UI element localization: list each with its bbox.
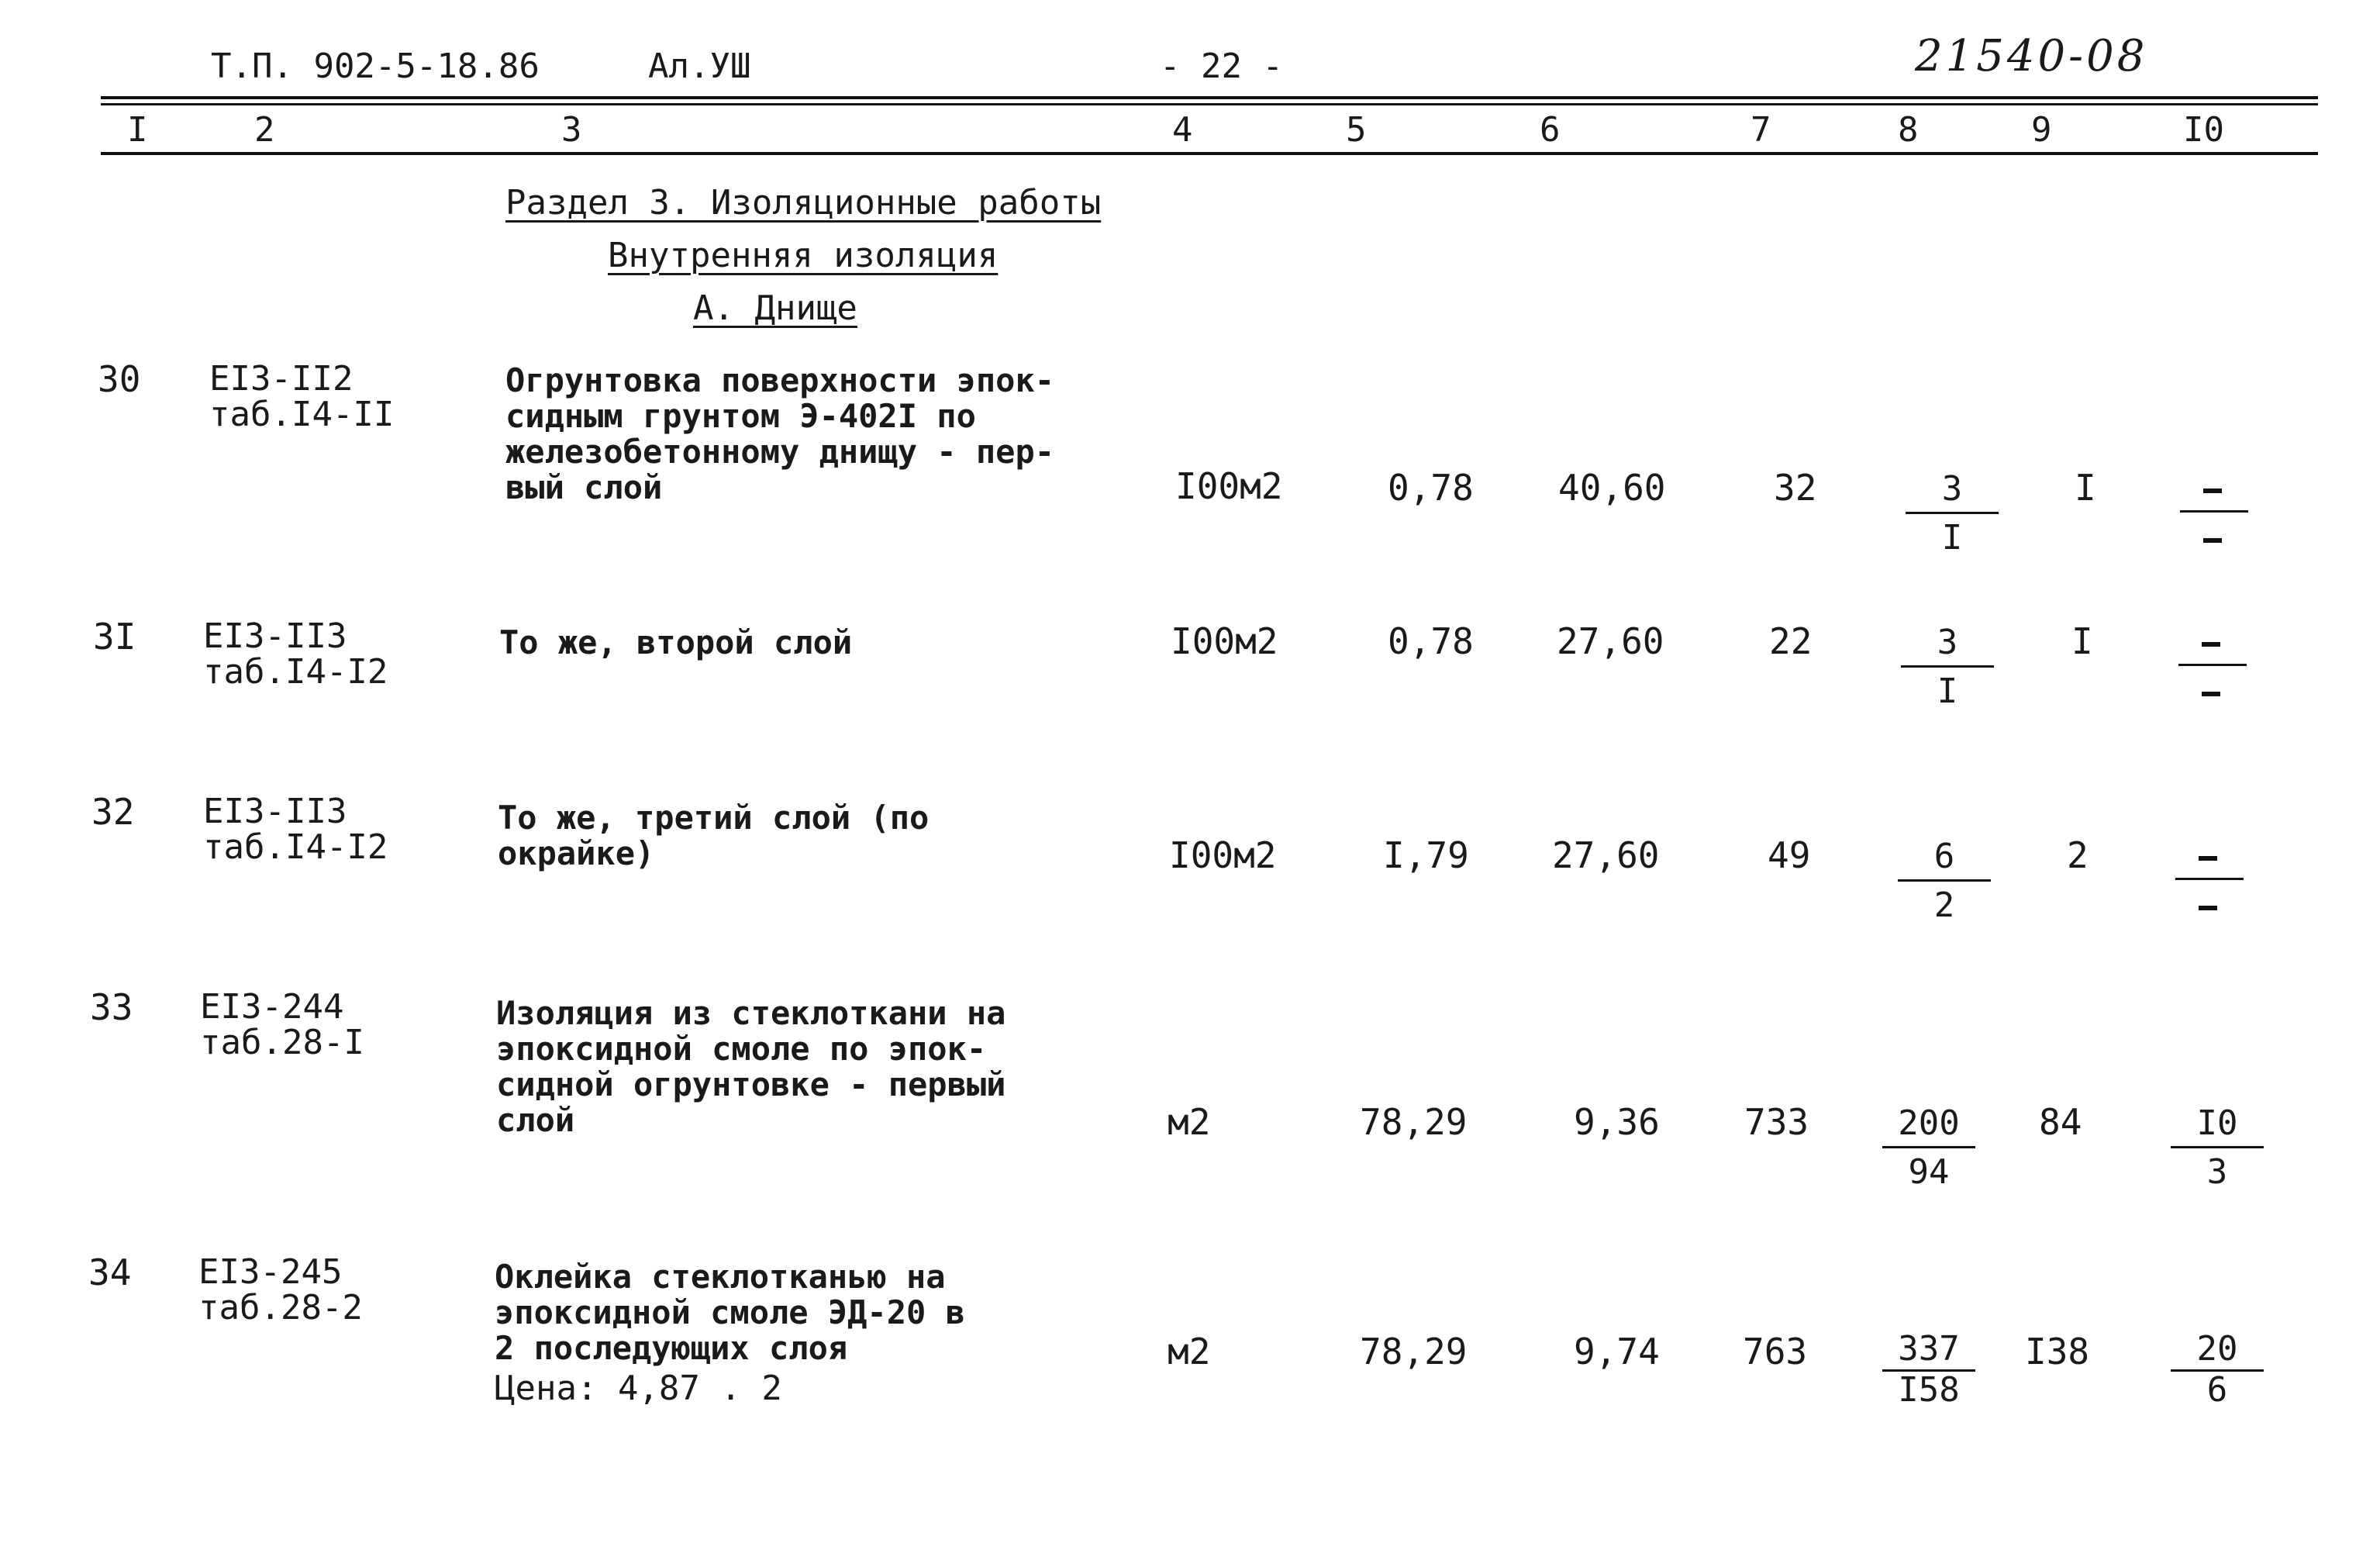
row-price-note: Цена: 4,87 . 2 [495, 1369, 782, 1408]
row-number: 33 [90, 986, 133, 1028]
frac-denominator: I58 [1898, 1370, 1960, 1410]
row-quantity: 0,78 [1388, 620, 1474, 662]
row-col10-fraction [2171, 1101, 2264, 1196]
row-quantity: I,79 [1383, 834, 1469, 876]
frac-numerator: 6 [1898, 834, 1991, 882]
col-3: 3 [561, 110, 582, 150]
handwritten-archive-number: 21540-08 [1915, 31, 2148, 81]
row-quantity: 78,29 [1360, 1331, 1468, 1372]
col-10: I0 [2183, 110, 2224, 150]
row-col10-dash-fraction [2180, 475, 2248, 544]
col-6: 6 [1540, 110, 1561, 150]
row-col9: 2 [2067, 834, 2089, 876]
section-title: Раздел 3. Изоляционные работы [505, 183, 1102, 223]
row-code: EI3-II3 таб.I4-I2 [203, 792, 388, 867]
row-col9: I [2071, 620, 2093, 662]
row-total: 733 [1744, 1101, 1809, 1143]
row-col9: 84 [2039, 1101, 2082, 1143]
row-total: 32 [1774, 467, 1817, 509]
album-number: Ал.УШ [648, 47, 751, 86]
frac-numerator: 200 [1882, 1101, 1975, 1148]
row-col8-fraction [1906, 467, 1999, 562]
frac-numerator: I0 [2171, 1101, 2264, 1148]
row-total: 22 [1769, 620, 1813, 662]
frac-numerator: 3 [1906, 467, 1999, 514]
row-col8-fraction [1901, 620, 1994, 716]
row-description: Изоляция из стеклоткани на эпоксидной смоле по эпок- сидной огрунтовке - первый слой [496, 994, 1006, 1139]
frac-denominator: I [1937, 671, 1958, 711]
column-header-rule [101, 152, 2318, 155]
row-col8-fraction [1882, 1329, 1975, 1409]
section-subtitle: Внутренняя изоляция [608, 236, 999, 275]
col-8: 8 [1898, 110, 1919, 150]
row-col9: I [2075, 467, 2096, 509]
frac-denominator: 94 [1908, 1152, 1950, 1192]
row-number: 3I [93, 616, 136, 658]
col-1: I [127, 110, 148, 150]
frac-numerator: 337 [1882, 1329, 1975, 1372]
row-code: EI3-II3 таб.I4-I2 [203, 616, 388, 692]
frac-denominator: 3 [2206, 1152, 2228, 1192]
row-total: 49 [1768, 834, 1811, 876]
row-number: 32 [91, 791, 135, 833]
header-rule-double [101, 103, 2318, 105]
row-quantity: 0,78 [1388, 467, 1474, 509]
row-number: 30 [98, 358, 141, 400]
row-col10-dash-fraction [2178, 628, 2247, 698]
row-number: 34 [88, 1251, 132, 1293]
row-price: 9,74 [1574, 1331, 1660, 1372]
frac-numerator: 20 [2171, 1329, 2264, 1372]
page-number: - 22 - [1160, 47, 1283, 86]
row-price: 27,60 [1552, 834, 1660, 876]
row-price: 9,36 [1574, 1101, 1660, 1143]
row-col9: I38 [2025, 1331, 2090, 1372]
row-total: 763 [1743, 1331, 1808, 1372]
frac-denominator: 6 [2206, 1370, 2228, 1410]
row-unit: м2 [1168, 1101, 1211, 1143]
row-col10-fraction [2171, 1329, 2264, 1409]
frac-denominator: 2 [1933, 886, 1955, 925]
row-unit: I00м2 [1171, 620, 1278, 662]
row-unit: I00м2 [1169, 834, 1277, 876]
row-description: То же, второй слой [499, 623, 853, 661]
row-unit: I00м2 [1175, 465, 1283, 507]
frac-denominator: I [1941, 518, 1963, 558]
row-code: EI3-II2 таб.I4-II [209, 359, 395, 434]
row-quantity: 78,29 [1360, 1101, 1468, 1143]
row-description: Оклейка стеклотканью на эпоксидной смоле ЭД-20 в 2 последующих слоя [495, 1258, 965, 1367]
row-unit: м2 [1168, 1331, 1211, 1372]
col-7: 7 [1751, 110, 1771, 150]
frac-numerator: 3 [1901, 620, 1994, 668]
row-code: EI3-244 таб.28-I [200, 987, 364, 1062]
row-col8-fraction [1882, 1101, 1975, 1196]
section-subsection: А. Днище [693, 288, 857, 328]
row-price: 40,60 [1558, 467, 1666, 509]
col-4: 4 [1172, 110, 1193, 150]
doc-reference: Т.П. 902-5-18.86 [211, 47, 540, 86]
row-col10-dash-fraction [2175, 842, 2244, 912]
col-9: 9 [2031, 110, 2052, 150]
row-col8-fraction [1898, 834, 1991, 930]
row-code: EI3-245 таб.28-2 [198, 1252, 363, 1327]
row-description: Огрунтовка поверхности эпок- сидным грунтом Э-402I по железобетонному днищу - пер- вый слой [505, 361, 1055, 506]
col-5: 5 [1346, 110, 1367, 150]
header-rule-top [101, 96, 2318, 99]
row-price: 27,60 [1557, 620, 1664, 662]
col-2: 2 [254, 110, 275, 150]
row-description: То же, третий слой (по окрайке) [498, 799, 930, 872]
